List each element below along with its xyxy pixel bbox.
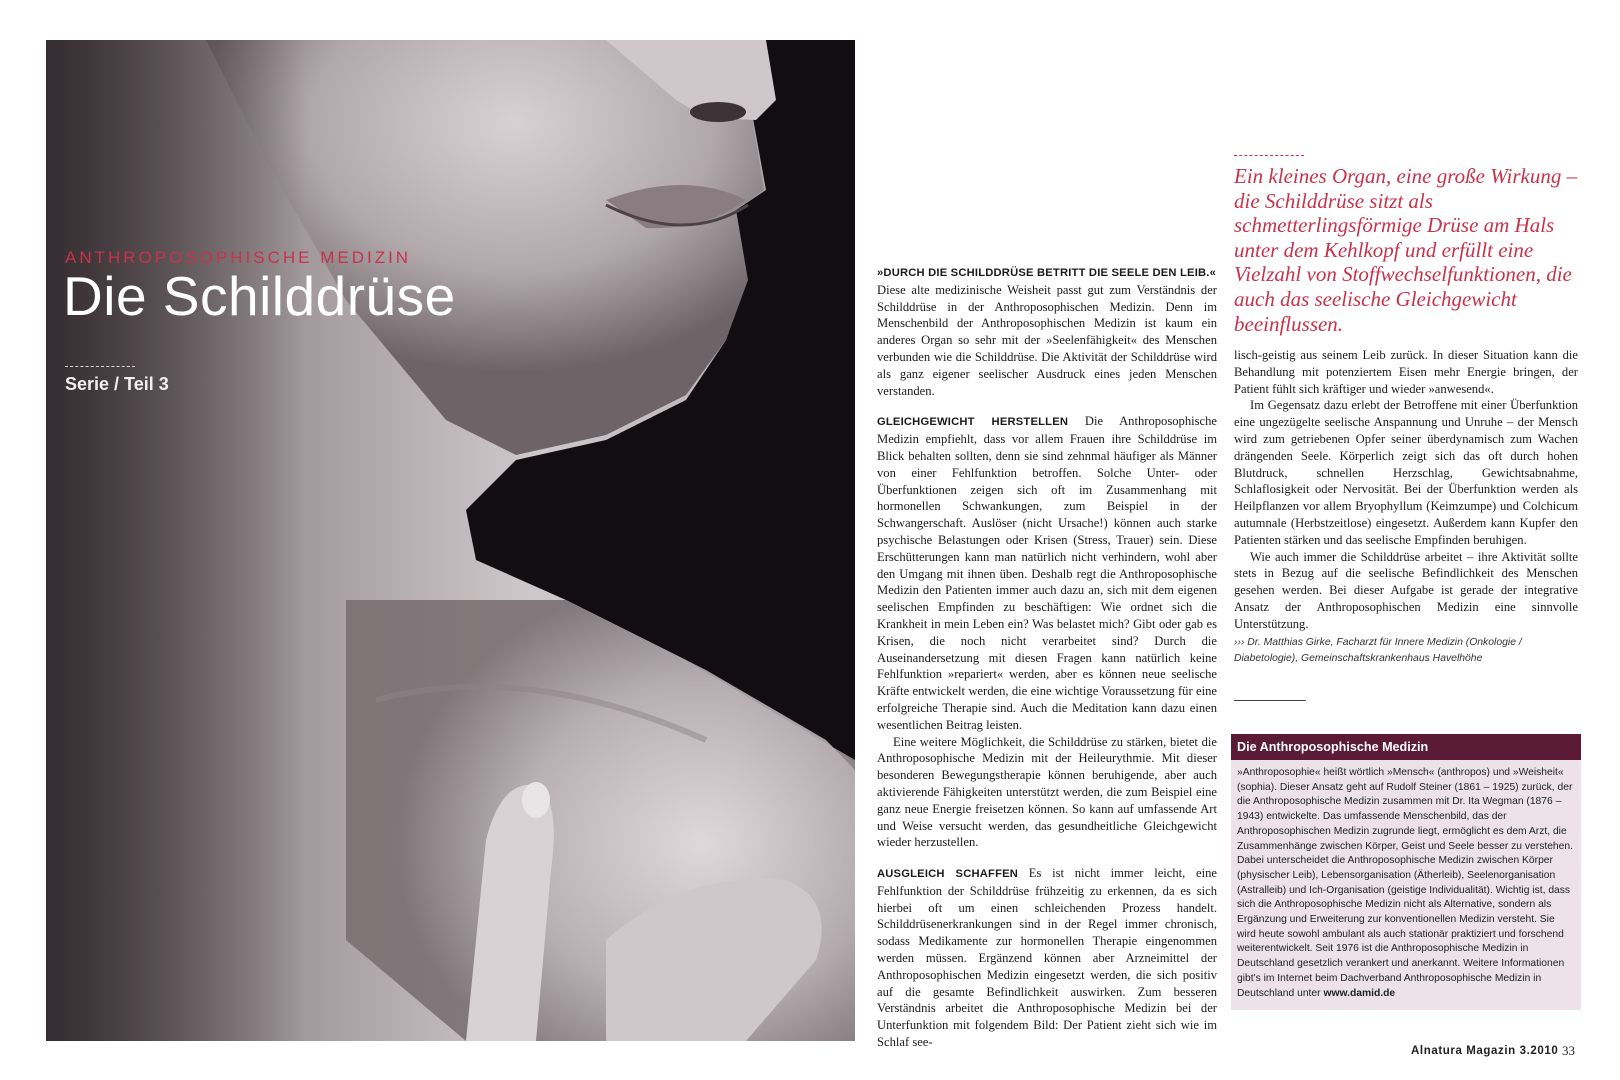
neck-photo-illustration bbox=[46, 40, 855, 1041]
pull-quote: Ein kleines Organ, eine große Wirkung – die Schilddrüse sitzt als schmetterlingsförmige Drüse am Hals unter dem Kehlkopf und erfüllt eine Vielzahl von Stoffwechselfunktionen, die auch das seelische Gleichgewicht beeinflussen. bbox=[1234, 164, 1578, 336]
section-gleichgewicht bbox=[877, 413, 1217, 733]
author-credit: ››› Dr. Matthias Girke, Facharzt für Innere Medizin (Onkologie / Diabetologie), Gemeinschaftskrankenhaus Havelhöhe bbox=[1234, 636, 1522, 664]
section-text-gleichgewicht: Die Anthroposophische Medizin empfiehlt, dass vor allem Frauen ihre Schilddrüse im Blick behalten sollten, denn sie sind zehnmal häufiger als Männer von einer Fehlfunktion betroffen. Solche Unter- oder Überfunktionen zeigen sich oft im Zusammenhang mit hormonellen Schwankungen, zum Beispiel in der Schwangerschaft. Auslöser (nicht Ursache!) können auch starke psychische Belastungen oder Krisen (Stress, Trauer) sein. Diese Erschütterungen kann man natürlich nicht verhindern, wohl aber den Umgang mit ihnen üben. Deshalb regt die Anthroposophische Medizin den Patienten immer auch dazu an, sich mit dem eigenen seelischen Empfinden zu beschäftigen: Wie ordnet sich die Krankheit in mein Leben ein? Was belastet mich? Gibt oder gab es Krisen, die noch nicht verarbeitet sind? Durch die Auseinandersetzung mit diesen Fragen kann natürlich keine Fehlfunktion »repariert« werden, aber es können neue seelische Kräfte entwickelt werden, die eine wichtige Voraussetzung für eine erfolgreiche Therapie sind. Auch die Meditation kann dazu einen wesentlichen Beitrag leisten. bbox=[877, 414, 1218, 732]
section-text-heileurythmie: Eine weitere Möglichkeit, die Schilddrüse zu stärken, bietet die Anthroposophische Medizin mit der Heileurythmie. Mit dieser besonderen Bewegungstherapie können beruhigende, aber auch aktivierende Fähigkeiten unterstützt werden, die zum Beispiel eine ganz neue Energie freisetzen können. So kann auf umfassende Art und Weise versucht werden, das gesundheitliche Gleichgewicht wieder herzustellen. bbox=[877, 734, 1217, 850]
info-box-title: Die Anthroposophische Medizin bbox=[1231, 734, 1581, 760]
title-divider bbox=[65, 366, 135, 367]
damid-link[interactable]: www.damid.de bbox=[1323, 987, 1396, 999]
magazine-footer: Alnatura Magazin 3.2010 bbox=[1411, 1045, 1559, 1057]
page-number: 33 bbox=[1562, 1043, 1575, 1058]
paragraph-ueberfunktion: Im Gegensatz dazu erlebt der Betroffene mit einer Überfunktion eine ungezügelte seelische Anspannung und Unruhe – der Mensch wird zum getriebenen Opfer seiner überdynamisch zum Wachen drängenden Seele. Körperlich zeigt sich das oft durch hohen Blutdruck, schnellen Herzschlag, Gewichtsabnahme, Schlaflosigkeit oder Nervosität. Bei der Überfunktion werden als Heilpflanzen vor allem Bryophyllum (Keimzumpe) und Colchicum autumnale (Herbstzeitlose) eingesetzt. Außerdem kann Kupfer den Patienten stärken und das seelische Empfinden beruhigen. bbox=[1234, 398, 1578, 547]
series-label: Serie / Teil 3 bbox=[65, 374, 169, 394]
article-column-middle bbox=[877, 264, 1217, 1051]
author-divider bbox=[1234, 700, 1306, 701]
lead-heading: »DURCH DIE SCHILDDRÜSE BETRITT DIE SEELE DEN LEIB.« bbox=[877, 267, 1217, 279]
lead-paragraph bbox=[877, 264, 1217, 399]
article-column-right bbox=[1234, 347, 1578, 667]
section-ausgleich bbox=[877, 865, 1217, 1051]
paragraph-continuation: lisch-geistig aus seinem Leib zurück. In dieser Situation kann die Behandlung mit potenziertem Eisen mehr Energie bringen, der Patient fühlt sich kräftiger und wieder »anwesend«. bbox=[1234, 348, 1578, 396]
section-kicker: ANTHROPOSOPHISCHE MEDIZIN bbox=[65, 248, 412, 267]
section-heading-ausgleich: AUSGLEICH SCHAFFEN bbox=[877, 868, 1019, 881]
lead-text: Diese alte medizinische Weisheit passt gut zum Verständnis der Schilddrüse in der Anthroposophischen Medizin. Denn im Menschenbild der Anthroposophischen Medizin ist kaum ein anderes Organ so sehr mit der »Seelenfähigkeit« des Menschen verbunden wie die Schilddrüse. Die Aktivität der Schilddrüse wird als ganz eigener seelischer Ausdruck eines jeden Menschen verstanden. bbox=[877, 282, 1217, 398]
article-title: Die Schilddrüse bbox=[63, 265, 456, 327]
section-text-ausgleich: Es ist nicht immer leicht, eine Fehlfunktion der Schilddrüse frühzeitig zu erkennen, da es sich hierbei oft um einen schleichenden Prozess handelt. Schilddrüsenerkrankungen sind in der Regel immer chronisch, sodass Medikamente zur hormonellen Therapie eingenommen werden müssen. Ergänzend können aber Arzneimittel der Anthroposophischen Medizin eingesetzt werden, die sich positiv auf die gesamte Befindlichkeit auswirken. Zum besseren Verständnis arbeitet die Anthroposophische Medizin bei der Unterfunktion mit folgendem Bild: Der Patient zieht sich wie im Schlaf see- bbox=[877, 866, 1217, 1050]
section-heading-gleichgewicht: GLEICHGEWICHT HERSTELLEN bbox=[877, 416, 1069, 429]
pull-quote-divider bbox=[1234, 155, 1304, 156]
info-box-body: »Anthroposophie« heißt wörtlich »Mensch« (anthropos) und »Weisheit« (sophia). Dieser Ansatz geht auf Rudolf Steiner (1861 – 1925) zurück, der die Anthroposophische Medizin zusammen mit Dr. Ita Wegman (1876 – 1943) entwickelte. Das umfassende Menschenbild, das der Anthroposophischen Medizin zugrunde liegt, ermöglicht es dem Arzt, die Zusammenhänge zwischen Körper, Geist und Seele besser zu verstehen. Dabei unterscheidet die Anthroposophische Medizin zwischen Körper (physischer Leib), Lebensorganisation (Ätherleib), Seelenorganisation (Astralleib) und Ich-Organisation (geistige Individualität). Wichtig ist, dass sich die Anthroposophische Medizin nicht als Alternative, sondern als Ergänzung und Erweiterung zur konventionellen Medizin versteht. Sie wird heute sowohl ambulant als auch stationär praktiziert und forschend weiterentwickelt. Seit 1976 ist die Anthroposophische Medizin in Deutschland gesetzlich verankert und anerkannt. Weitere Informationen gibt's im Internet beim Dachverband Anthroposophische Medizin in Deutschland unter bbox=[1237, 767, 1573, 999]
info-box bbox=[1231, 734, 1581, 1010]
paragraph-conclusion: Wie auch immer die Schilddrüse arbeitet – ihre Aktivität sollte stets in Bezug auf die seelische Befindlichkeit des Menschen gesehen werden. Bei dieser Aufgabe ist gerade der integrative Ansatz der Anthroposophischen Medizin eine sinnvolle Unterstützung. bbox=[1234, 549, 1578, 631]
cover-photo bbox=[46, 40, 855, 1041]
info-box-text bbox=[1231, 760, 1581, 1001]
